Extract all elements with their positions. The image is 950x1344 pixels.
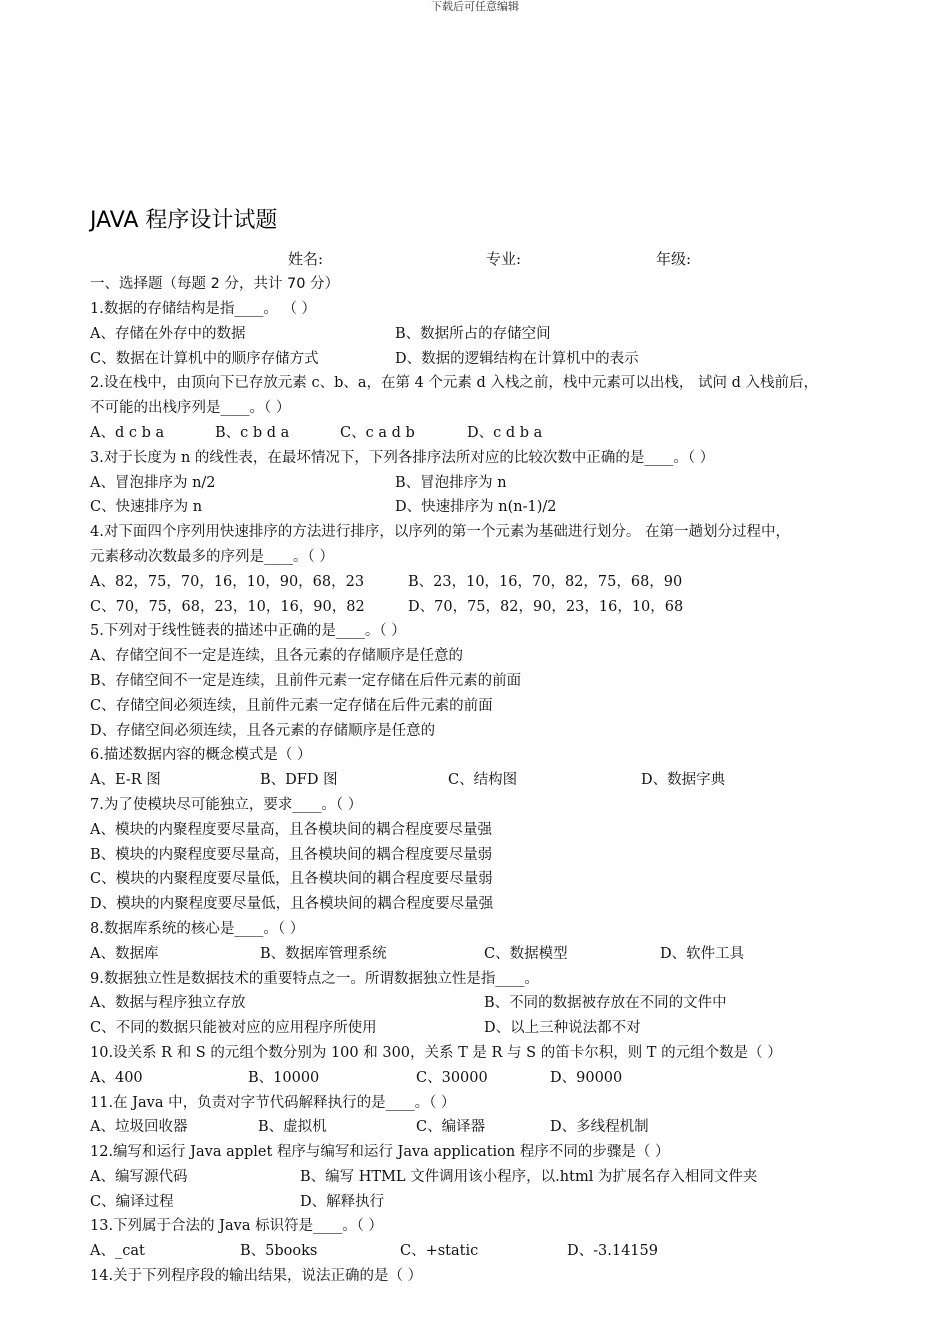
option-row: [90, 942, 920, 967]
header-note: 下载后可任意编辑: [431, 0, 519, 13]
option-row: [90, 1190, 920, 1215]
option-row: [90, 495, 920, 520]
option-row: [90, 1165, 920, 1190]
answer-option: A、d c b a: [90, 424, 165, 441]
answer-option: B、数据所占的存储空间: [395, 325, 551, 342]
answer-option: D、c d b a: [467, 424, 543, 441]
answer-option: A、E-R 图: [90, 772, 161, 789]
answer-option: D、90000: [550, 1069, 623, 1086]
answer-option: C、+static: [400, 1243, 479, 1260]
answer-option: B、不同的数据被存放在不同的文件中: [484, 995, 727, 1012]
answer-option: C、编译器: [416, 1119, 486, 1136]
option-row: [90, 1016, 920, 1041]
name-field-label: 姓名:: [288, 250, 324, 268]
text-line: A、模块的内聚程度要尽量高，且各模块间的耦合程度要尽量强: [90, 821, 492, 838]
question-text: 13.下列属于合法的 Java 标识符是____。（ ）: [90, 1218, 383, 1235]
text-line: D、存储空间必须连续，且各元素的存储顺序是任意的: [90, 722, 436, 739]
question-text: 12.编写和运行 Java applet 程序与编写和运行 Java application 程序不同的步骤是（ ）: [90, 1144, 670, 1161]
text-line: D、模块的内聚程度要尽量低，且各模块间的耦合程度要尽量强: [90, 896, 494, 913]
option-row: [90, 322, 920, 347]
answer-option: C、数据模型: [484, 945, 568, 962]
question-text: 1.数据的存储结构是指____。 （ ）: [90, 301, 317, 317]
answer-option: C、数据在计算机中的顺序存储方式: [90, 350, 319, 367]
answer-option: B、冒泡排序为 n: [395, 474, 507, 491]
question-text: 2.设在栈中，由顶向下已存放元素 c、b、a，在第 4 个元素 d 入栈之前，栈中元素可以出栈， 试问 d 入栈前后，: [90, 375, 819, 392]
answer-option: B、虚拟机: [258, 1119, 327, 1136]
question-text: 9.数据独立性是数据技术的重要特点之一。所谓数据独立性是指____。: [90, 970, 539, 987]
option-row: [90, 347, 920, 372]
text-line: B、存储空间不一定是连续，且前件元素一定存储在后件元素的前面: [90, 672, 522, 689]
question-text: 4.对下面四个序列用快速排序的方法进行排序，以序列的第一个元素为基础进行划分。 在第一趟划分过程中，: [90, 524, 790, 541]
answer-option: B、编写 HTML 文件调用该小程序，以.html 为扩展名存入相同文件夹: [300, 1168, 758, 1185]
answer-option: C、不同的数据只能被对应的应用程序所使用: [90, 1020, 377, 1037]
answer-option: C、c a d b: [340, 424, 415, 441]
option-row: [90, 768, 920, 793]
answer-option: D、数据的逻辑结构在计算机中的表示: [395, 350, 639, 367]
question-text: 3.对于长度为 n 的线性表，在最坏情况下，下列各排序法所对应的比较次数中正确的是____。（ ）: [90, 449, 715, 466]
text-line: A、存储空间不一定是连续，且各元素的存储顺序是任意的: [90, 648, 463, 665]
text-line: B、模块的内聚程度要尽量高，且各模块间的耦合程度要尽量弱: [90, 846, 493, 863]
option-row: [90, 1239, 920, 1264]
answer-option: B、23，10，16，70，82，75，68，90: [408, 573, 683, 590]
question-list: [90, 297, 920, 1289]
answer-option: D、软件工具: [660, 945, 745, 962]
option-row: [90, 570, 920, 595]
answer-option: A、垃圾回收器: [90, 1119, 188, 1136]
answer-option: C、快速排序为 n: [90, 499, 203, 516]
text-line: 元素移动次数最多的序列是____。（ ）: [90, 548, 334, 565]
answer-option: C、结构图: [448, 772, 518, 789]
answer-option: A、400: [90, 1069, 143, 1086]
option-row: [90, 471, 920, 496]
question-text: 14.关于下列程序段的输出结果，说法正确的是（ ）: [90, 1268, 423, 1285]
answer-option: A、_cat: [90, 1243, 145, 1260]
document-title: JAVA 程序设计试题: [90, 208, 278, 233]
answer-option: B、c b d a: [215, 424, 290, 441]
option-row: [90, 991, 920, 1016]
option-row: [90, 595, 920, 620]
answer-option: A、82，75，70，16，10，90，68，23: [90, 573, 365, 590]
text-line: C、模块的内聚程度要尽量低，且各模块间的耦合程度要尽量弱: [90, 871, 493, 888]
answer-option: B、数据库管理系统: [260, 945, 387, 962]
text-line: 不可能的出栈序列是____。（ ）: [90, 400, 291, 417]
text-line: C、存储空间必须连续，且前件元素一定存储在后件元素的前面: [90, 697, 493, 714]
question-text: 8.数据库系统的核心是____。（ ）: [90, 920, 305, 937]
question-text: 5.下列对于线性链表的描述中正确的是____。（ ）: [90, 623, 406, 640]
answer-option: D、-3.14159: [567, 1243, 658, 1260]
question-text: 11.在 Java 中，负责对字节代码解释执行的是____。（ ）: [90, 1094, 456, 1111]
question-text: 6.描述数据内容的概念模式是（ ）: [90, 747, 312, 764]
question-text: 10.设关系 R 和 S 的元组个数分别为 100 和 300，关系 T 是 R 与 S 的笛卡尔积，则 T 的元组个数是（ ）: [90, 1044, 782, 1061]
answer-option: D、快速排序为 n(n-1)/2: [395, 499, 557, 516]
option-row: [90, 1115, 920, 1140]
answer-option: A、数据与程序独立存放: [90, 995, 246, 1012]
answer-option: A、存储在外存中的数据: [90, 325, 246, 342]
answer-option: C、70，75，68，23，10，16，90，82: [90, 598, 365, 615]
answer-option: A、编写源代码: [90, 1168, 188, 1185]
major-field-label: 专业:: [486, 250, 522, 268]
answer-option: B、10000: [248, 1069, 320, 1086]
answer-option: D、数据字典: [641, 772, 726, 789]
option-row: [90, 421, 920, 446]
grade-field-label: 年级:: [656, 250, 692, 268]
answer-option: B、DFD 图: [260, 772, 338, 789]
section-heading: 一、选择题（每题 2 分，共计 70 分）: [90, 276, 340, 292]
answer-option: D、70，75，82，90，23，16，10，68: [408, 598, 684, 615]
answer-option: D、以上三种说法都不对: [484, 1020, 641, 1037]
answer-option: A、冒泡排序为 n/2: [90, 474, 216, 491]
option-row: [90, 1066, 920, 1091]
answer-option: C、编译过程: [90, 1193, 174, 1210]
answer-option: D、多线程机制: [550, 1119, 649, 1136]
answer-option: B、5books: [240, 1243, 318, 1260]
question-text: 7.为了使模块尽可能独立，要求____。（ ）: [90, 796, 363, 813]
answer-option: A、数据库: [90, 945, 159, 962]
answer-option: C、30000: [416, 1069, 488, 1086]
answer-option: D、解释执行: [300, 1193, 385, 1210]
